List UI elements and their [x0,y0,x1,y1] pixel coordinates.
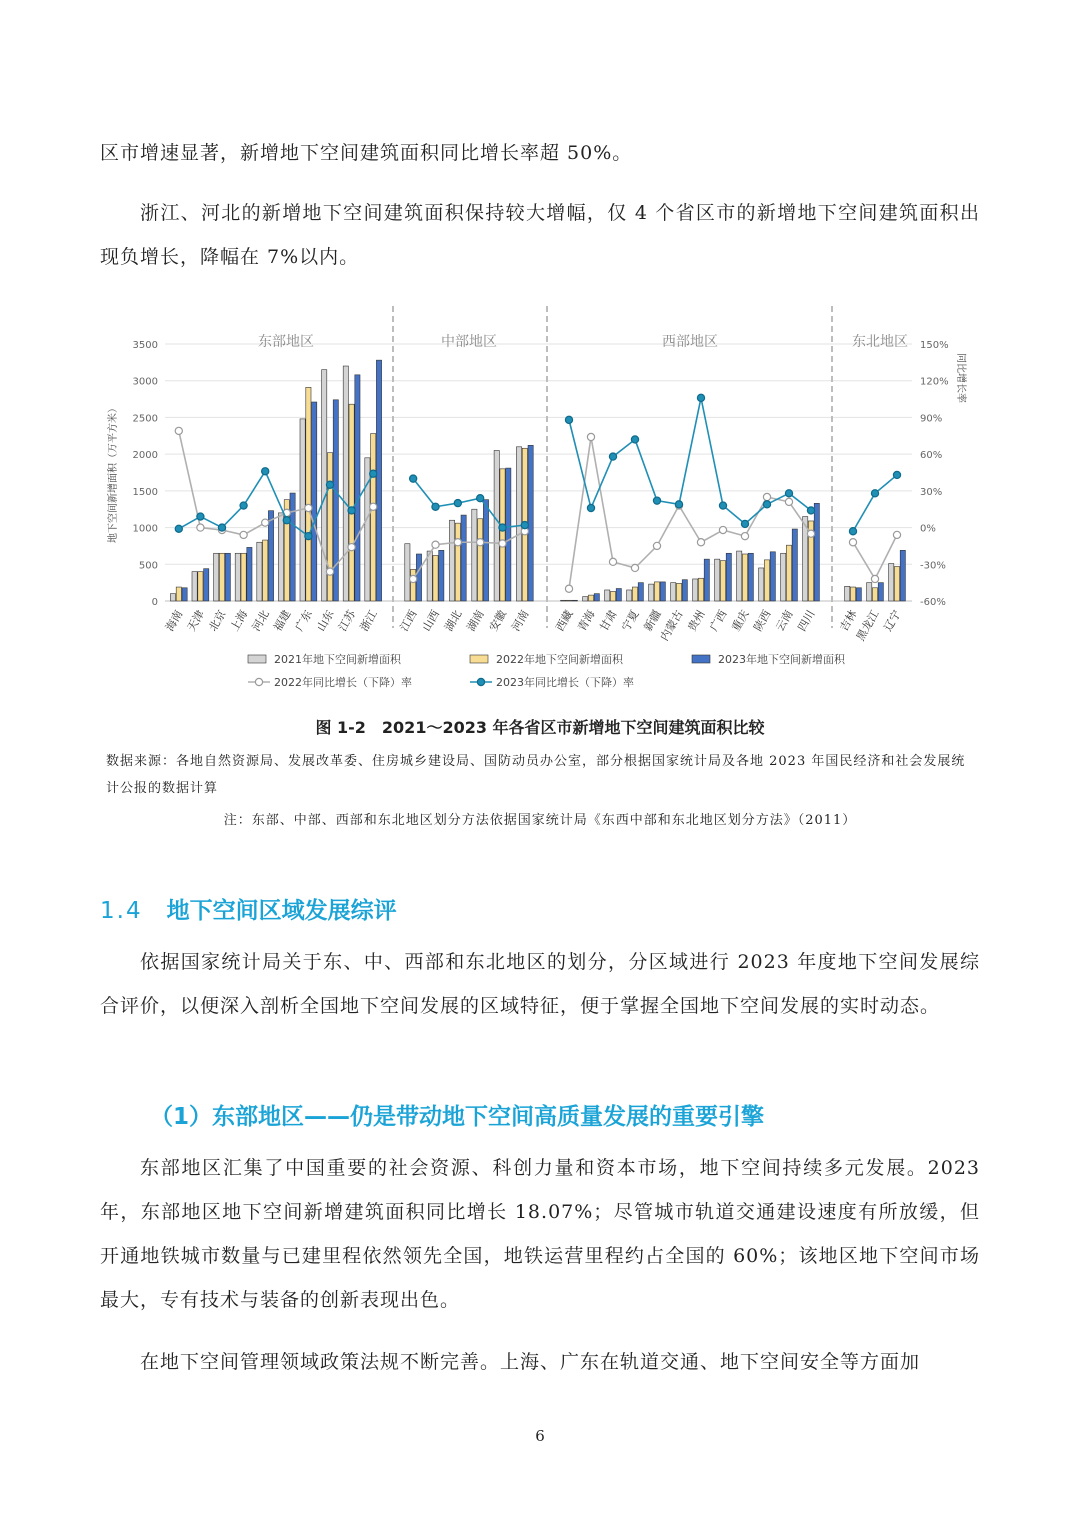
line-point [587,504,594,511]
line-point [477,495,484,502]
series-line-segment [723,506,745,524]
line-point [697,539,704,546]
bar [528,445,533,601]
line-point [348,544,355,551]
series-line-segment [569,437,591,589]
line-point [785,498,792,505]
region-label: 东部地区 [258,334,314,350]
bar [355,375,360,601]
bar [192,572,197,601]
bar [894,566,899,601]
line-point [499,524,506,531]
line-point [893,531,900,538]
bar [500,469,505,601]
x-tick-label: 宁夏 [619,608,642,634]
series-line-segment [679,506,701,543]
bar [343,366,348,601]
x-tick-label: 湖南 [464,608,487,634]
x-tick-label: 广西 [707,608,730,634]
line-point [763,501,770,508]
bar [176,587,181,601]
bar [214,553,219,601]
series-line-segment [679,398,701,504]
line-point [326,568,333,575]
bar [478,519,483,601]
bar [671,583,676,601]
line-point [197,524,204,531]
paragraph-3: 依据国家统计局关于东、中、西部和东北地区的划分，分区域进行 2023 年度地下空间发展综合评价，以便深入剖析全国地下空间发展的区域特征，便于掌握全国地下空间发展的实时动态。 [100,951,980,1017]
line-point [653,542,660,549]
y-axis-title: 地下空间新增面积（万平方米） [108,403,119,543]
line-point [587,433,594,440]
line-point [785,490,792,497]
bar [376,360,381,601]
subsection-heading: （1）东部地区——仍是带动地下空间高质量发展的重要引擎 [150,1104,765,1130]
line-point [432,541,439,548]
section-heading [100,892,397,925]
bar [764,560,769,601]
chart-container [100,298,980,710]
bar [204,569,209,601]
bar [225,553,230,601]
y-tick-label: 3000 [132,376,158,388]
series-line-segment [635,439,657,500]
line-point [675,501,682,508]
line-point [741,533,748,540]
legend-label: 2021年地下空间新增面积 [274,653,401,666]
bar [781,553,786,601]
series-line-segment [244,471,266,505]
paragraph-4: 东部地区汇集了中国重要的社会资源、科创力量和资本市场，地下空间持续多元发展。2023 年，东部地区地下空间新增建筑面积同比增长 18.07%；尽管城市轨道交通建设速度有所放缓，但开通地铁城市数量与已建里程依然领先全国，地铁运营里程约占全国的 60%；该地区地下空间市场最大，专有技术与装备的创新表现出色。 [100,1157,980,1311]
x-tick-label: 重庆 [729,608,752,634]
y2-tick-label: 150% [920,340,949,351]
x-tick-label: 吉林 [837,608,860,634]
y2-tick-label: -30% [920,560,946,572]
y-tick-label: 1000 [132,523,158,535]
line-point [175,427,182,434]
line-point [454,499,461,506]
line-point [893,471,900,478]
series-line-segment [413,479,435,507]
line-point [653,497,660,504]
line-point [871,490,878,497]
line-point [565,585,572,592]
y2-tick-label: 0% [920,523,936,535]
bar [433,555,438,601]
bar [786,545,791,601]
y-tick-label: 1500 [132,486,158,498]
line-point [305,533,312,540]
line-point [326,481,333,488]
line-point [631,564,638,571]
x-tick-label: 海南 [163,608,186,634]
bar [506,468,511,601]
x-tick-label: 甘肃 [597,608,620,634]
x-tick-label: 四川 [795,608,818,634]
line-point [499,540,506,547]
bar [676,583,681,601]
bar [405,544,410,601]
line-point [432,503,439,510]
line-point [697,394,704,401]
bar [715,559,720,601]
line-point [521,522,528,529]
y2-tick-label: -60% [920,597,946,608]
x-tick-label: 广东 [292,608,315,634]
bar [483,500,488,601]
line-point [807,507,814,514]
x-tick-label: 新疆 [641,608,664,634]
bar [867,583,872,601]
bar [698,578,703,601]
bar [654,582,659,601]
x-tick-label: 云南 [773,608,796,634]
bar [306,387,311,601]
bar [572,600,577,601]
y-tick-label: 500 [138,560,158,572]
bar [748,553,753,601]
region-label: 西部地区 [662,334,718,350]
bar [494,450,499,601]
y-tick-label: 0 [151,597,158,608]
x-tick-label: 天津 [184,608,207,634]
bar [241,553,246,601]
paragraph-5: 在地下空间管理领域政策法规不断完善。上海、广东在轨道交通、地下空间安全等方面加 [140,1351,921,1373]
bar [461,515,466,601]
line-point [631,436,638,443]
line-point [348,507,355,514]
bar [845,586,850,601]
bar [682,580,687,601]
data-source: 数据来源：各地自然资源局、发展改革委、住房城乡建设局、国防动员办公室，部分根据国家统计局及各地 2023 年国民经济和社会发展统计公报的数据计算 [106,754,966,796]
y2-tick-label: 30% [920,486,943,498]
line-point [197,513,204,520]
page-number: 6 [535,1427,545,1445]
x-tick-label: 福建 [271,608,294,634]
series-line-segment [701,398,723,506]
x-tick-label: 西藏 [553,608,576,634]
bar [610,591,615,601]
line-point [719,502,726,509]
x-tick-label: 浙江 [357,608,380,634]
bar [268,511,273,601]
line-point [283,517,290,524]
line-point [175,525,182,532]
bar [566,600,571,601]
x-tick-label: 上海 [227,608,251,634]
bar [872,588,877,601]
bar [219,553,224,601]
bar [726,553,731,601]
x-tick-label: 江苏 [335,608,359,634]
line-point [565,416,572,423]
legend-marker [255,678,262,685]
bar [170,594,175,601]
bar [278,513,283,601]
bar-line-chart [100,298,980,710]
y-tick-label: 2500 [132,413,158,425]
section-title-text: 地下空间区域发展综评 [166,898,397,924]
series-line-segment [853,493,875,531]
bar [182,588,187,601]
x-tick-label: 河北 [249,608,272,634]
bar [720,561,725,601]
y-tick-label: 2000 [132,450,158,462]
bar [411,569,416,601]
bar [594,594,599,601]
bar [856,588,861,601]
bar [627,590,632,601]
bar [704,559,709,601]
bar [449,520,454,601]
bar [605,590,610,601]
x-tick-label: 山东 [314,608,337,634]
bar [371,434,376,601]
x-tick-label: 贵州 [685,608,708,634]
x-tick-label: 内蒙古 [657,608,686,644]
bar [759,568,764,601]
line-point [262,468,269,475]
series-line-segment [745,504,767,524]
legend-label: 2023年同比增长（下降）率 [496,676,634,689]
line-point [807,530,814,537]
bar [439,550,444,601]
bar [792,529,797,601]
line-point [454,539,461,546]
bar [349,404,354,601]
line-point [240,531,247,538]
bar [616,589,621,601]
legend-label: 2022年同比增长（下降）率 [274,676,412,689]
y-tick-label: 3500 [132,340,158,351]
bar [900,550,905,601]
legend-swatch [248,655,266,663]
section-number: 1.4 [100,898,143,924]
line-point [609,558,616,565]
legend-marker [477,678,484,685]
bar [889,564,894,601]
bar [583,597,588,601]
legend-label: 2023年地下空间新增面积 [718,653,845,666]
line-point [240,502,247,509]
legend-label: 2022年地下空间新增面积 [496,653,623,666]
line-point [849,528,856,535]
y2-axis-title: 同比增长率 [955,353,966,403]
line-point [410,575,417,582]
bar [742,554,747,601]
y2-tick-label: 120% [920,376,949,388]
bar [561,600,566,601]
bar [878,583,883,601]
series-line-segment [222,506,244,528]
paragraph-2: 浙江、河北的新增地下空间建筑面积保持较大增幅，仅 4 个省区市的新增地下空间建筑面积出现负增长，降幅在 7%以内。 [100,202,980,268]
bar [770,552,775,601]
bar [290,493,295,601]
series-line-segment [853,542,875,579]
line-point [370,503,377,510]
region-label: 中部地区 [441,334,497,350]
bar [814,503,819,601]
x-tick-label: 辽宁 [881,608,904,634]
bar [632,587,637,601]
line-point [719,526,726,533]
line-point [477,539,484,546]
bar [472,509,477,601]
bar [427,551,432,601]
paragraph-1: 区市增速显著，新增地下空间建筑面积同比增长率超 50%。 [100,142,633,164]
region-label: 东北地区 [852,334,908,350]
bar [416,554,421,601]
x-tick-label: 青海 [575,608,598,634]
x-tick-label: 山西 [419,608,443,634]
line-point [871,575,878,582]
line-point [763,493,770,500]
series-line-segment [179,431,201,528]
bar [850,587,855,601]
bar [257,542,262,601]
x-tick-label: 安徽 [486,608,510,634]
bar [198,572,203,601]
line-point [218,524,225,531]
line-point [849,539,856,546]
series-line-segment [657,506,679,546]
figure-caption: 图 1-2 2021～2023 年各省区市新增地下空间建筑面积比较 [315,718,765,737]
x-tick-label: 河南 [509,608,532,634]
line-point [609,453,616,460]
legend-swatch [470,655,488,663]
bar [247,547,252,601]
x-tick-label: 北京 [206,608,229,634]
bar [312,402,317,601]
line-point [410,475,417,482]
line-point [262,519,269,526]
line-point [741,520,748,527]
x-tick-label: 湖北 [442,608,465,634]
x-tick-label: 江西 [397,608,420,634]
x-tick-label: 陕西 [751,608,774,634]
bar [737,551,742,601]
bar [327,453,332,601]
bar [455,523,460,601]
line-point [370,470,377,477]
x-tick-label: 黑龙江 [853,608,882,644]
bar [263,540,268,601]
bar [235,553,240,601]
y2-tick-label: 60% [920,450,943,462]
figure-note: 注：东部、中部、西部和东北地区划分方法依据国家统计局《东西中部和东北地区划分方法》（2011） [223,813,857,828]
bar [660,582,665,601]
bar [588,595,593,601]
bar [638,583,643,601]
bar [649,584,654,601]
bar [693,579,698,601]
line-point [305,504,312,511]
y2-tick-label: 90% [920,413,943,425]
legend-swatch [692,655,710,663]
